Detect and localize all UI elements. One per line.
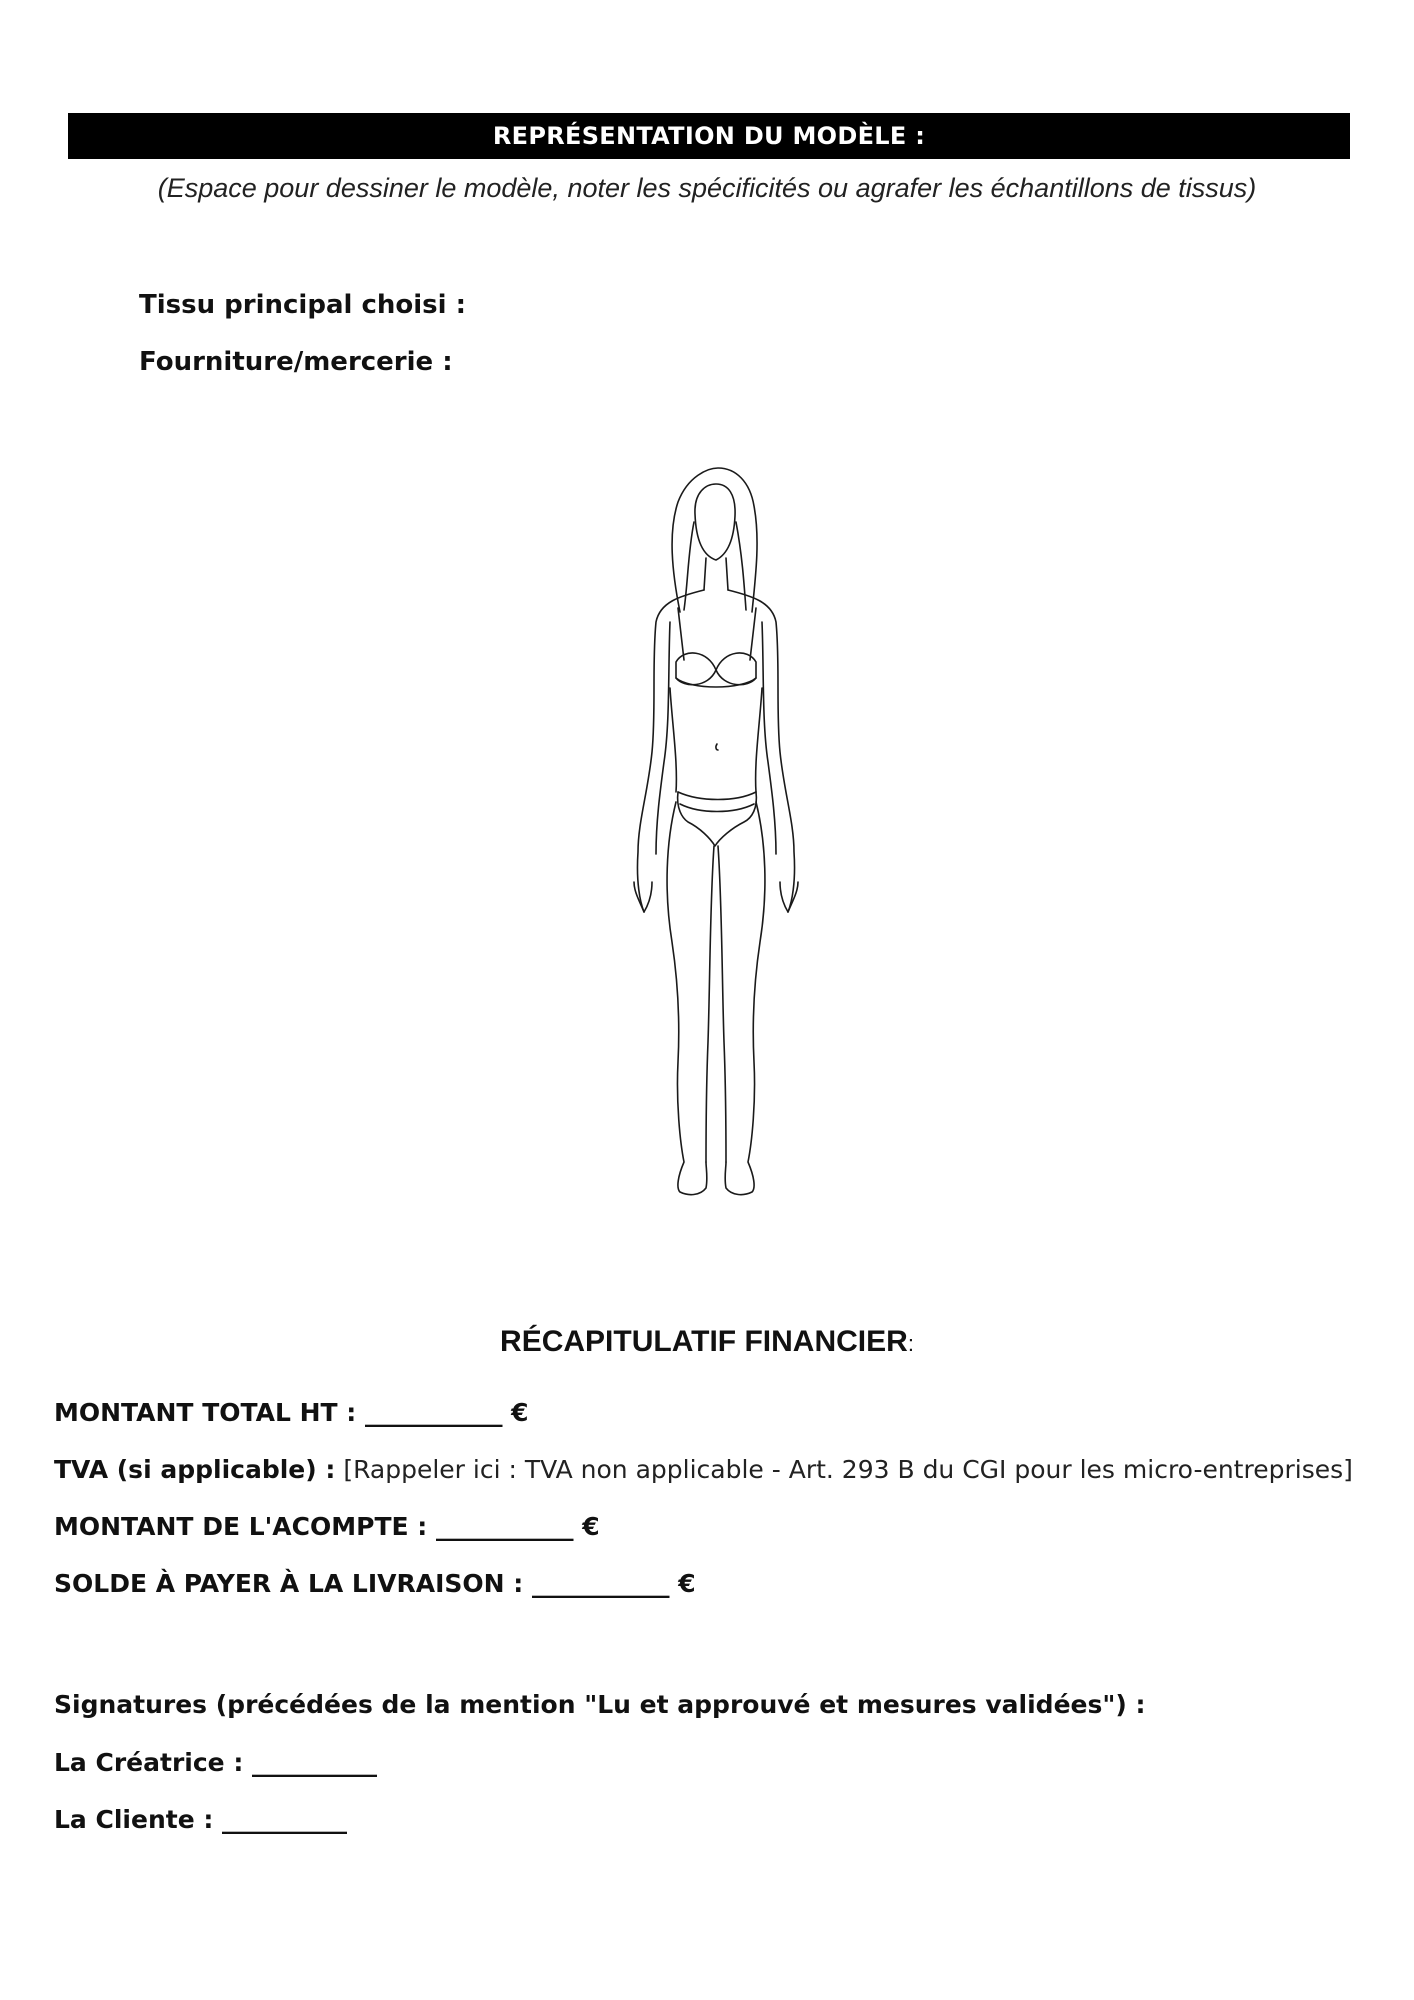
- tva-line: [54, 1455, 1353, 1484]
- deposit-line: [54, 1512, 600, 1541]
- financial-summary-title: [0, 1325, 1414, 1359]
- total-ht-line: [54, 1398, 529, 1427]
- designer-signature-label: La Créatrice : __________: [54, 1748, 378, 1777]
- balance-label: SOLDE À PAYER À LA LIVRAISON : ___________ €: [54, 1569, 696, 1598]
- deposit-label: MONTANT DE L'ACOMPTE : ___________ €: [54, 1512, 600, 1541]
- balance-line: [54, 1569, 696, 1598]
- section-subtitle: (Espace pour dessiner le modèle, noter les spécificités ou agrafer les échantillons de tissus): [157, 173, 1257, 203]
- banner-title: REPRÉSENTATION DU MODÈLE :: [492, 122, 926, 150]
- total-ht-label: MONTANT TOTAL HT : ___________ €: [54, 1398, 529, 1427]
- client-signature-label: La Cliente : __________: [54, 1805, 348, 1834]
- signatures-heading: Signatures (précédées de la mention "Lu et approuvé et mesures validées") :: [54, 1690, 1146, 1719]
- financial-summary-title-text: RÉCAPITULATIF FINANCIER: [500, 1325, 908, 1358]
- fabric-label: Tissu principal choisi :: [139, 290, 466, 320]
- client-signature-line: [54, 1805, 347, 1834]
- tva-note: [Rappeler ici : TVA non applicable - Art. 293 B du CGI pour les micro-entreprises]: [343, 1455, 1353, 1484]
- tva-label: TVA (si applicable) :: [54, 1455, 336, 1484]
- financial-summary-title-suffix: :: [907, 1331, 914, 1356]
- designer-signature-line: [54, 1748, 377, 1777]
- section-banner: [68, 113, 1350, 159]
- female-silhouette-figure-icon: [560, 462, 860, 1242]
- signatures-heading-line: [54, 1690, 1146, 1719]
- supplies-label: Fourniture/mercerie :: [139, 347, 453, 377]
